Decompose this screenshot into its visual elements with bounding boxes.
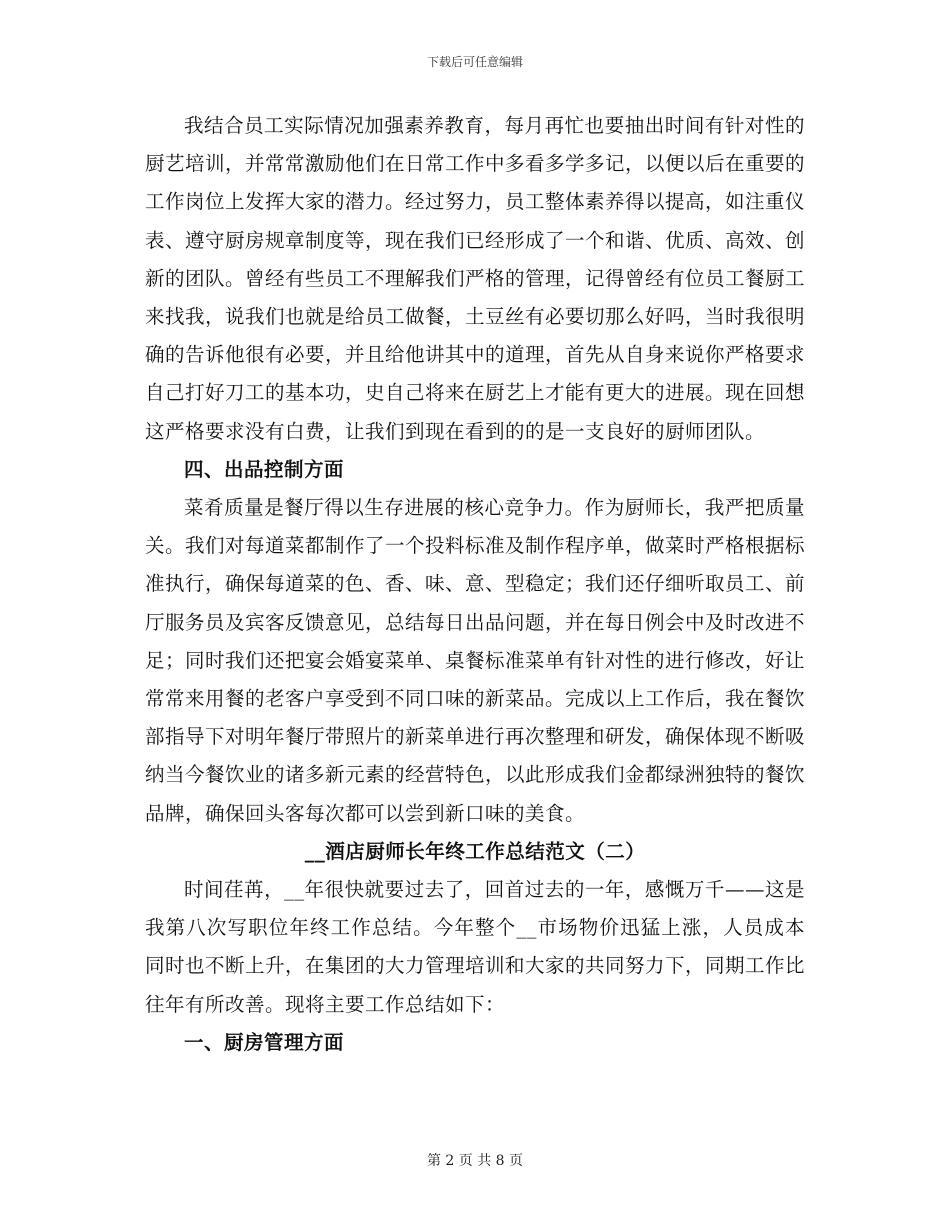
document-body xyxy=(145,107,805,1062)
paragraph-training: 我结合员工实际情况加强素养教育，每月再忙也要抽出时间有针对性的厨艺培训，并常常激励他们在日常工作中多看多学多记，以便以后在重要的工作岗位上发挥大家的潜力。经过努力，员工整体素养得以提高，如注重仪表、遵守厨房规章制度等，现在我们已经形成了一个和谐、优质、高效、创新的团队。曾经有些员工不理解我们严格的管理，记得曾经有位员工餐厨工来找我，说我们也就是给员工做餐，土豆丝有必要切那么好吗，当时我很明确的告诉他很有必要，并且给他讲其中的道理，首先从自身来说你严格要求自己打好刀工的基本功，史自己将来在厨艺上才能有更大的进展。现在回想这严格要求没有白费，让我们到现在看到的的是一支良好的厨师团队。 xyxy=(145,114,806,443)
section-heading-output-control: 四、出品控制方面 xyxy=(184,457,345,481)
page-header: 下载后可任意编辑 xyxy=(426,55,523,69)
document-title: __酒店厨师长年终工作总结范文（二） xyxy=(304,839,646,863)
paragraph-quality: 菜肴质量是餐厅得以生存进展的核心竞争力。作为厨师长，我严把质量关。我们对每道菜都制作了一个投料标准及制作程序单，做菜时严格根据标准执行，确保每道菜的色、香、味、意、型稳定；我们还仔细听取员工、前厅服务员及宾客反馈意见，总结每日出品问题，并在每日例会中及时改进不足；同时我们还把宴会婚宴菜单、桌餐标准菜单有针对性的进行修改，好让常常来用餐的老客户享受到不同口味的新菜品。完成以上工作后，我在餐饮部指导下对明年餐厅带照片的新菜单进行再次整理和研发，确保体现不断吸纳当今餐饮业的诸多新元素的经营特色，以此形成我们金都绿洲独特的餐饮品牌，确保回头客每次都可以尝到新口味的美食。 xyxy=(145,496,806,825)
paragraph-intro: 时间荏苒，__年很快就要过去了，回首过去的一年，感慨万千——这是我第八次写职位年终工作总结。今年整个__市场物价迅猛上涨，人员成本同时也不断上升，在集团的大力管理培训和大家的共同努力下，同期工作比往年有所改善。现将主要工作总结如下： xyxy=(145,878,806,1016)
section-heading-kitchen-management: 一、厨房管理方面 xyxy=(184,1030,345,1054)
page-footer: 第 2 页 共 8 页 xyxy=(426,1153,524,1169)
